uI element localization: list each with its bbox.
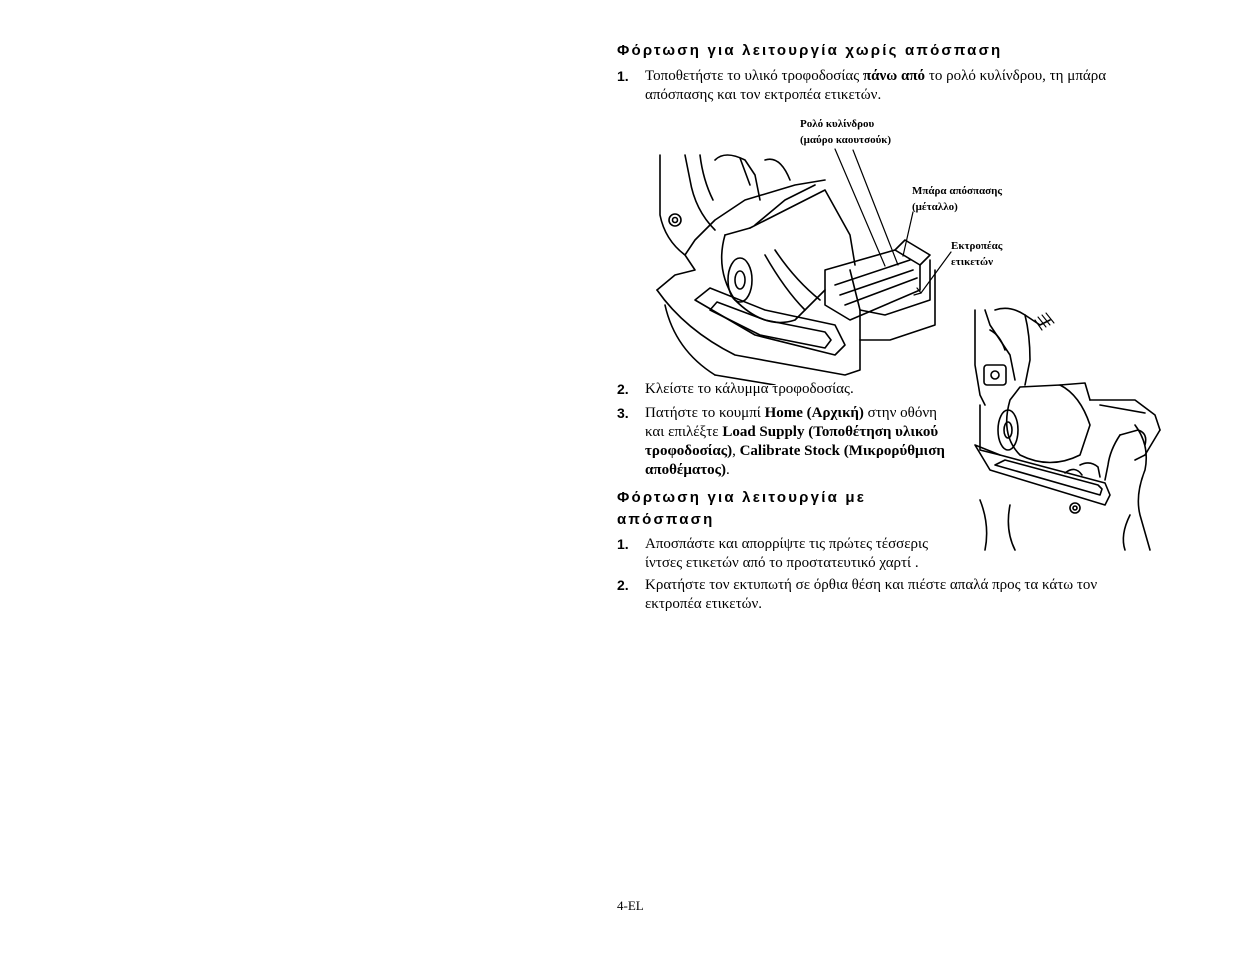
step-number: 2. <box>617 381 629 397</box>
heading-line: Φόρτωση για λειτουργία με <box>617 489 867 506</box>
step-text-part: στην οθόνη <box>863 405 937 421</box>
step-text-part: Πατήστε το κουμπί <box>645 405 765 421</box>
step-text-line: ίντσες ετικετών από το προστατευτικό χαρτί . <box>645 555 919 571</box>
callout-line: (μέταλλο) <box>912 201 958 213</box>
callout-line: (μαύρο καουτσούκ) <box>800 134 892 146</box>
step-text-line: εκτροπέα ετικετών. <box>645 596 763 612</box>
heading-line: απόσπαση <box>617 511 715 528</box>
step-number: 1. <box>617 536 629 552</box>
section-heading-no-tear: Φόρτωση για λειτουργία χωρίς απόσπαση <box>617 42 1003 59</box>
step-text-part: . <box>725 462 730 478</box>
step-text-bold: πάνω από <box>862 68 926 84</box>
step-text <box>645 535 955 573</box>
tear-step-2-press-deflector <box>617 576 1177 616</box>
page-number: 4-EL <box>617 898 644 913</box>
printer-tear-off-illustration <box>970 305 1170 555</box>
step-text <box>645 576 1175 614</box>
callout-line: Ρολό κυλίνδρου <box>800 118 875 130</box>
step-text-line2: απόσπασης και τον εκτροπέα ετικετών. <box>645 87 882 103</box>
callout-line: Μπάρα απόσπασης <box>912 185 1003 197</box>
step-text-bold: τροφοδοσίας) <box>645 443 733 459</box>
step-text: Κλείστε το κάλυμμα τροφοδοσίας. <box>645 381 854 397</box>
step-text-line: Αποσπάστε και απορρίψτε τις πρώτες τέσσερις <box>645 536 929 552</box>
step-text-bold: αποθέματος) <box>645 462 726 478</box>
step-text-bold: Calibrate Stock (Μικρορύθμιση <box>739 443 945 459</box>
step-text <box>645 404 965 480</box>
step-text-part: και επιλέξτε <box>645 424 723 440</box>
step-number: 2. <box>617 577 629 593</box>
step-number: 3. <box>617 405 629 421</box>
step-text-part: Τοποθετήστε το υλικό τροφοδοσίας <box>645 68 863 84</box>
step-3-home-menu <box>617 404 962 480</box>
tear-step-1-remove-labels <box>617 535 947 575</box>
step-number: 1. <box>617 68 629 84</box>
printer-open-illustration <box>655 140 955 385</box>
step-text <box>645 67 1175 105</box>
callout-label-deflector <box>951 238 1002 270</box>
step-2-close-cover <box>617 380 947 400</box>
step-text-line: Κρατήστε τον εκτυπωτή σε όρθια θέση και πιέστε απαλά προς τα κάτω τον <box>645 577 1098 593</box>
step-text-part: το ρολό κυλίνδρου, τη μπάρα <box>925 68 1107 84</box>
step-text-bold: Home (Αρχική) <box>764 405 864 421</box>
step-1-load-over-platen <box>617 67 1177 107</box>
callout-line: ετικετών <box>951 256 994 268</box>
step-text-part: , <box>732 443 740 459</box>
callout-line: Εκτροπέας <box>951 240 1003 252</box>
step-text-bold: Load Supply (Τοποθέτηση υλικού <box>722 424 939 440</box>
section-heading-tear-off <box>617 487 937 531</box>
